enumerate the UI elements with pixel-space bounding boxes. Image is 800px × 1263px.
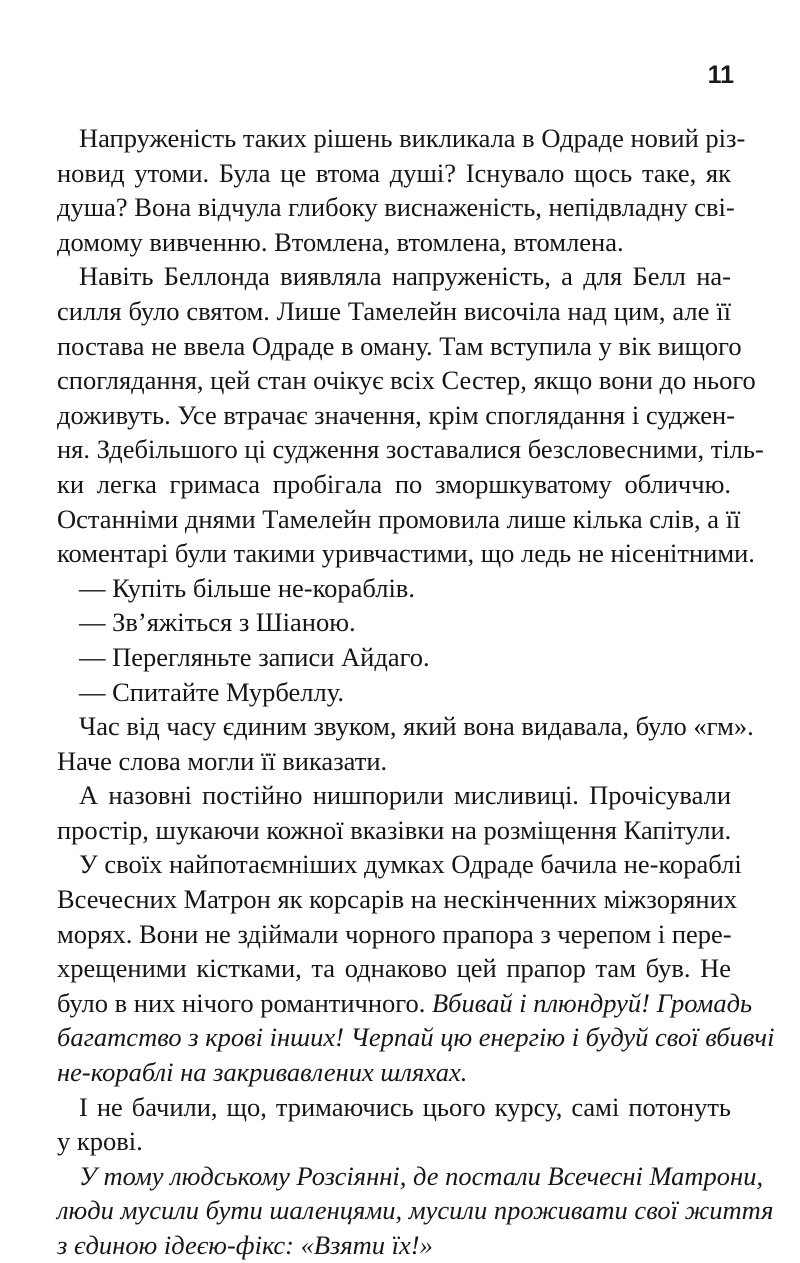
italic-line: багатство з крові інших! Черпай цю енергію і будуй свої вбивчі: [57, 1022, 775, 1053]
text-line: простір, шукаючи кожної вказівки на розміщення Капітули.: [57, 814, 732, 845]
italic-line: У тому людському Розсіянні, де постали Всечесні Матрони,: [79, 1160, 764, 1191]
text-line: ки легка гримаса пробігала по зморшкуватому обличчю.: [57, 468, 731, 499]
italic-segment: Вбивай і плюндруй! Громадь: [432, 987, 753, 1018]
dialogue-line: — Спитайте Мурбеллу.: [79, 676, 344, 707]
italic-line: люди мусили бути шаленцями, мусили проживати свої життя: [57, 1195, 774, 1226]
text-line: хрещеними кістками, та однаково цей прапор там був. Не: [57, 953, 731, 984]
italic-line: з єдиною ідеєю-фікс: «Взяти їх!»: [57, 1230, 433, 1260]
text-line: споглядання, цей стан очікує всіх Сестер, якщо вони до нього: [57, 365, 756, 396]
dialogue-line: — Купіть більше не-кораблів.: [79, 572, 415, 603]
text-line: Останніми днями Тамелейн промовила лише кілька слів, а її: [57, 503, 741, 534]
text-line-mixed: [57, 986, 753, 1021]
body-text: [57, 121, 775, 1263]
text-line: Час від часу єдиним звуком, який вона видавала, було «гм».: [79, 711, 754, 742]
text-line: новид утоми. Була це втома душі? Існувало щось таке, як: [57, 157, 731, 188]
text-line: доживуть. Усе втрачає значення, крім споглядання і суджен-: [57, 399, 736, 430]
text-line: Всечесних Матрон як корсарів на нескінченних міжзоряних: [57, 884, 738, 915]
dialogue-line: — Зв’яжіться з Шіаною.: [79, 607, 356, 638]
text-line: ня. Здебільшого ці судження зоставалися безсловесними, тіль-: [57, 434, 764, 465]
text-line: у крові.: [57, 1126, 143, 1157]
text-line: Напруженість таких рішень викликала в Одраде новий різ-: [79, 123, 746, 153]
page-number: 11: [707, 61, 734, 89]
text-line: І не бачили, що, тримаючись цього курсу, самі потонуть: [79, 1091, 731, 1122]
italic-line: не-кораблі на закривавлених шляхах.: [57, 1057, 468, 1088]
text-line: силля було святом. Лише Тамелейн височіла над цим, але її: [57, 295, 731, 326]
text-line: морях. Вони не здіймали чорного прапора з черепом і пере-: [57, 918, 732, 949]
text-line: Наче слова могли її виказати.: [57, 745, 388, 776]
text-line: душа? Вона відчула глибоку виснаженість, непідвладну сві-: [57, 192, 735, 223]
dialogue-line: — Перегляньте записи Айдаго.: [79, 641, 430, 672]
text-line: домому вивченню. Втомлена, втомлена, втомлена.: [57, 226, 624, 257]
text-line: коментарі були такими уривчастими, що ледь не нісенітними.: [57, 538, 755, 569]
text-line: Навіть Беллонда виявляла напруженість, а для Белл на-: [79, 261, 731, 292]
text-segment: було в них нічого романтичного.: [57, 987, 426, 1018]
text-line: постава не ввела Одраде в оману. Там вступила у вік вищого: [57, 330, 742, 361]
text-line: У своїх найпотаємніших думках Одраде бачила не-кораблі: [79, 849, 742, 880]
text-line: А назовні постійно нишпорили мисливиці. Прочісували: [79, 780, 731, 811]
